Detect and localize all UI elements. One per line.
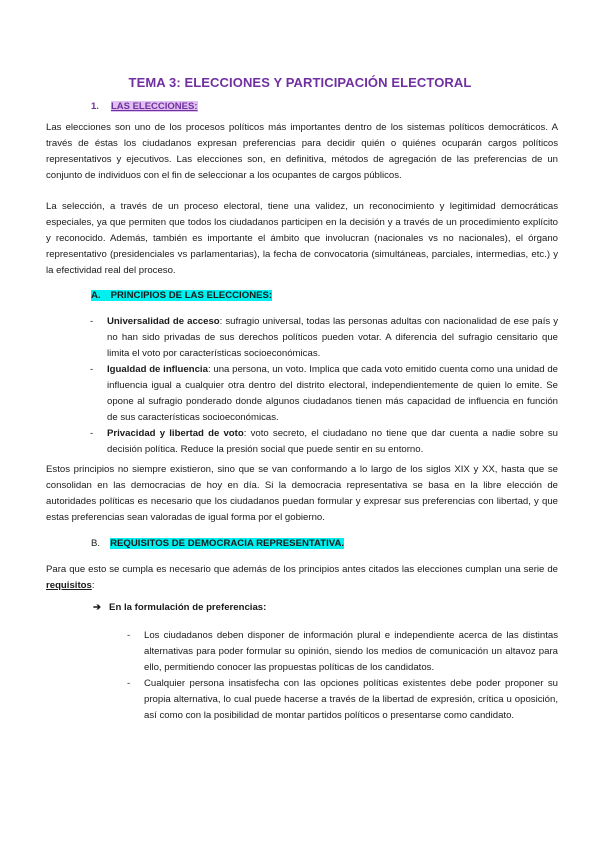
requisitos-text-end: : [91,580,95,591]
subsection-a-heading [91,290,272,301]
list-item-privacidad [90,426,558,458]
subsection-b-letter: B. [91,538,101,549]
requisitos-keyword: requisitos [46,580,92,591]
bullet-dash: - [127,630,131,641]
list-item-alternativa [127,676,558,724]
requisitos-text-start: Para que esto se cumpla es necesario que además de los principios antes citados las elecciones cumplan una serie de [46,564,558,575]
principle-term: Igualdad de influencia [107,364,208,375]
subsection-a-letter: A. [91,290,101,301]
formulacion-heading [93,602,266,613]
paragraph-principios-historia: Estos principios no siempre existieron, sino que se van conformando a lo largo de los siglos XIX y XX, hasta que se consolidan en las democracias de hoy en día. Si la democracia representativa se basa en la libre elección de autoridades políticas es necesario que los ciudadanos puedan formular y expresar sus preferencias con libertad, y que estas preferencias sean valoradas de igual forma por el gobierno. [46,464,558,523]
list-item-informacion [127,628,558,676]
principles-list [90,314,558,458]
principle-text: : una persona, un voto. Implica que cada voto emitido cuenta como una unidad de influencia igual a cualquier otra dentro del distrito electoral, independientemente de quien lo emite. Se opone al sufragio ponderado donde algunos ciudadanos tienen más capacidad de influencia en función de sus características socioeconómicas. [107,364,558,423]
formulacion-label: En la formulación de preferencias: [109,602,267,613]
list-item-universalidad [90,314,558,362]
paragraph-seleccion: La selección, a través de un proceso electoral, tiene una validez, un reconocimiento y legitimidad democráticas especiales, ya que permiten que todos los ciudadanos participen en la decisión y a través de un procedimiento explícito y reconocido. Además, también es importante el ámbito que involucran (nacionales vs no nacionales), el órgano representativo (presidenciales vs parlamentarias), la fecha de convocatoria (simultáneas, parciales, intermedias, etc.) y la efectividad real del proceso. [46,201,558,276]
subsection-b-heading [91,538,344,549]
paragraph-elecciones-intro: Las elecciones son uno de los procesos políticos más importantes dentro de los sistemas políticos democráticos. A través de éstas los ciudadanos expresan preferencias para decidir quién o quiénes ocuparán cargos políticos representativos y ejecutivos. Las elecciones son, en definitiva, métodos de agregación de las preferencias de un conjunto de individuos con el fin de seleccionar a los ocupantes de cargos públicos. [46,122,558,181]
requirement-text: Cualquier persona insatisfecha con las opciones políticas existentes debe poder proponer su propia alternativa, lo cual puede hacerse a través de la libertad de expresión, crítica u oposición, así como con la posibilidad de montar partidos políticos o presentarse como candidato. [144,678,558,721]
bullet-dash: - [127,678,131,689]
requirement-text: Los ciudadanos deben disponer de información plural e independiente acerca de las distintas alternativas para poder formular su opinión, siendo los medios de comunicación un altavoz para ello, permitiendo conocer las propuestas políticas de los candidatos. [144,630,558,673]
bullet-dash: - [90,428,94,439]
requirements-list [127,628,558,724]
principle-text: : voto secreto, el ciudadano no tiene que dar cuenta a nadie sobre su decisión política. Reduce la presión social que puede sentir en su entorno. [107,428,558,455]
section-1-number: 1. [91,101,99,112]
principle-term: Universalidad de acceso [107,316,220,327]
arrow-icon: ➔ [93,602,102,613]
principle-text: : sufragio universal, todas las personas adultas con nacionalidad de ese país y no han sido privadas de sus derechos políticos pueden votar. A diferencia del sufragio censitario que limita el voto por características socioeconómicas. [107,316,559,359]
list-item-igualdad [90,362,558,426]
subsection-a-label: PRINCIPIOS DE LAS ELECCIONES: [110,290,273,301]
section-1-heading [91,101,198,112]
paragraph-requisitos [46,562,558,594]
subsection-b-label: REQUISITOS DE DEMOCRACIA REPRESENTATIVA. [110,538,345,549]
bullet-dash: - [90,316,94,327]
principle-term: Privacidad y libertad de voto [107,428,244,439]
page-title: TEMA 3: ELECCIONES Y PARTICIPACIÓN ELECTORAL [128,75,472,90]
section-1-label: LAS ELECCIONES: [110,101,198,112]
bullet-dash: - [90,364,94,375]
